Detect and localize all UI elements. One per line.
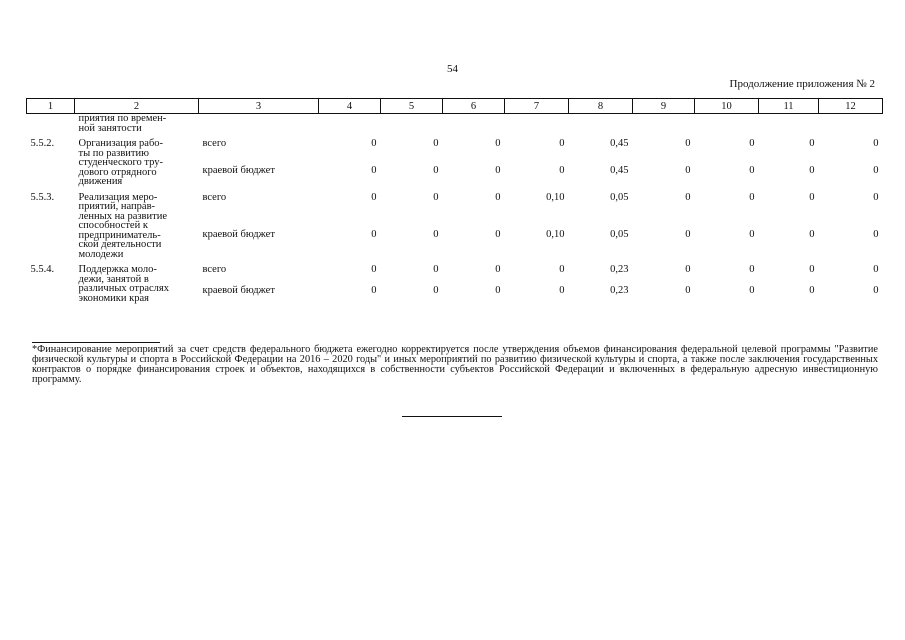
value-cell: 0,10	[546, 191, 565, 203]
value-cell: 0	[685, 138, 691, 149]
column-header: 10	[695, 99, 759, 114]
value-cell: 0	[559, 164, 565, 176]
name-line: способностей к	[78, 220, 148, 231]
value-cell: 0	[809, 228, 815, 240]
value-cell: 0	[749, 228, 755, 240]
value-cell: 0	[495, 285, 501, 297]
page-number: 54	[447, 63, 458, 75]
value-cell: 0	[749, 138, 755, 149]
value-cell: 0	[873, 164, 879, 176]
funding-source-label: краевой бюджет	[202, 164, 275, 176]
value-cell: 0	[559, 264, 565, 275]
value-cell: 0	[433, 285, 439, 297]
funding-source-label: всего	[202, 264, 227, 275]
carryover-name	[75, 114, 199, 134]
name-line: студенческого тру-	[78, 157, 163, 168]
name-line: движения	[78, 176, 123, 187]
value-cell: 0	[809, 164, 815, 176]
column-header: 6	[443, 99, 505, 114]
value-cell: 0	[749, 191, 755, 203]
name-line: экономики края	[78, 292, 149, 304]
value-cell: 0	[809, 138, 815, 149]
value-cell: 0	[749, 264, 755, 275]
column-header: 5	[381, 99, 443, 114]
value-cell: 0	[371, 285, 377, 297]
footnote: *Финансирование мероприятий за счет средств федерального бюджета ежегодно корректируется после утверждения объемов финансирования федеральной целевой программы "Развитие физической культуры и спорта в Российской Федерации на 2016 – 2020 годы" и иных мероприятий по развитию физической культуры и спорта, а также после заключения государственных контрактов о порядке финансирования строек и объектов, находящихся в собственности субъектов Российской Федерации и включенных в федеральную адресную инвестиционную программу.	[32, 344, 878, 385]
value-cell: 0	[433, 138, 439, 149]
value-cell: 0	[433, 164, 439, 176]
financing-table	[26, 98, 883, 303]
table-row	[27, 139, 883, 166]
value-cell: 0	[685, 285, 691, 297]
value-cell: 0	[749, 164, 755, 176]
value-cell: 0	[495, 264, 501, 275]
funding-source-label: всего	[202, 191, 227, 203]
column-header: 11	[759, 99, 819, 114]
value-cell: 0,45	[610, 164, 629, 176]
value-cell: 0	[809, 264, 815, 275]
name-line: дежи, занятой в	[78, 273, 149, 285]
value-cell: 0	[559, 285, 565, 297]
value-cell: 0	[495, 164, 501, 176]
appendix-continuation-label: Продолжение приложения № 2	[729, 78, 875, 90]
value-cell: 0	[559, 138, 565, 149]
name-line: Реализация меро-	[78, 191, 158, 203]
value-cell: 0	[873, 264, 879, 275]
value-cell: 0	[371, 228, 377, 240]
footnote-divider	[32, 342, 160, 343]
row-name	[75, 193, 199, 260]
name-line: ленных на развитие	[78, 210, 167, 222]
table-row	[27, 265, 883, 286]
name-line: ной занятости	[78, 122, 142, 134]
value-cell: 0	[371, 191, 377, 203]
funding-source-label: всего	[202, 138, 227, 149]
name-line: ской деятельности	[78, 239, 162, 250]
value-cell: 0,23	[610, 285, 629, 297]
table-header-row	[27, 99, 883, 114]
column-header: 2	[75, 99, 199, 114]
name-line: ты по развитию	[78, 147, 149, 159]
value-cell: 0	[371, 138, 377, 149]
value-cell: 0,05	[610, 228, 629, 240]
value-cell: 0	[809, 285, 815, 297]
value-cell: 0	[495, 191, 501, 203]
table-row	[27, 193, 883, 230]
value-cell: 0	[371, 164, 377, 176]
value-cell: 0,23	[610, 264, 629, 275]
row-code: 5.5.4.	[30, 264, 55, 275]
end-divider	[402, 416, 502, 417]
value-cell: 0	[433, 228, 439, 240]
column-header: 4	[319, 99, 381, 114]
value-cell: 0	[685, 164, 691, 176]
value-cell: 0	[873, 285, 879, 297]
name-line: дового отрядного	[78, 166, 157, 178]
column-header: 1	[27, 99, 75, 114]
name-line: молодежи	[78, 248, 124, 260]
value-cell: 0	[433, 191, 439, 203]
name-line: Организация рабо-	[78, 138, 164, 149]
name-line: различных отраслях	[78, 283, 169, 294]
value-cell: 0	[495, 138, 501, 149]
value-cell: 0	[809, 191, 815, 203]
column-header: 3	[199, 99, 319, 114]
value-cell: 0	[873, 138, 879, 149]
name-line: предприниматель-	[78, 229, 161, 241]
row-code: 5.5.2.	[30, 138, 55, 149]
value-cell: 0,10	[546, 228, 565, 240]
carryover-row	[27, 114, 883, 134]
value-cell: 0	[371, 264, 377, 275]
row-name	[75, 265, 199, 303]
value-cell: 0,05	[610, 191, 629, 203]
value-cell: 0,45	[610, 138, 629, 149]
name-line: приятий, направ-	[78, 201, 156, 212]
funding-source-label: краевой бюджет	[202, 228, 275, 240]
value-cell: 0	[873, 191, 879, 203]
column-header: 8	[569, 99, 633, 114]
value-cell: 0	[495, 228, 501, 240]
row-code: 5.5.3.	[30, 191, 55, 203]
value-cell: 0	[685, 228, 691, 240]
funding-source-label: краевой бюджет	[202, 285, 275, 297]
value-cell: 0	[873, 228, 879, 240]
name-line: приятия по времен-	[78, 113, 167, 124]
row-name	[75, 139, 199, 187]
value-cell: 0	[685, 191, 691, 203]
column-header: 12	[819, 99, 883, 114]
value-cell: 0	[749, 285, 755, 297]
value-cell: 0	[433, 264, 439, 275]
column-header: 7	[505, 99, 569, 114]
value-cell: 0	[685, 264, 691, 275]
column-header: 9	[633, 99, 695, 114]
name-line: Поддержка моло-	[78, 264, 157, 275]
table-body	[27, 114, 883, 304]
